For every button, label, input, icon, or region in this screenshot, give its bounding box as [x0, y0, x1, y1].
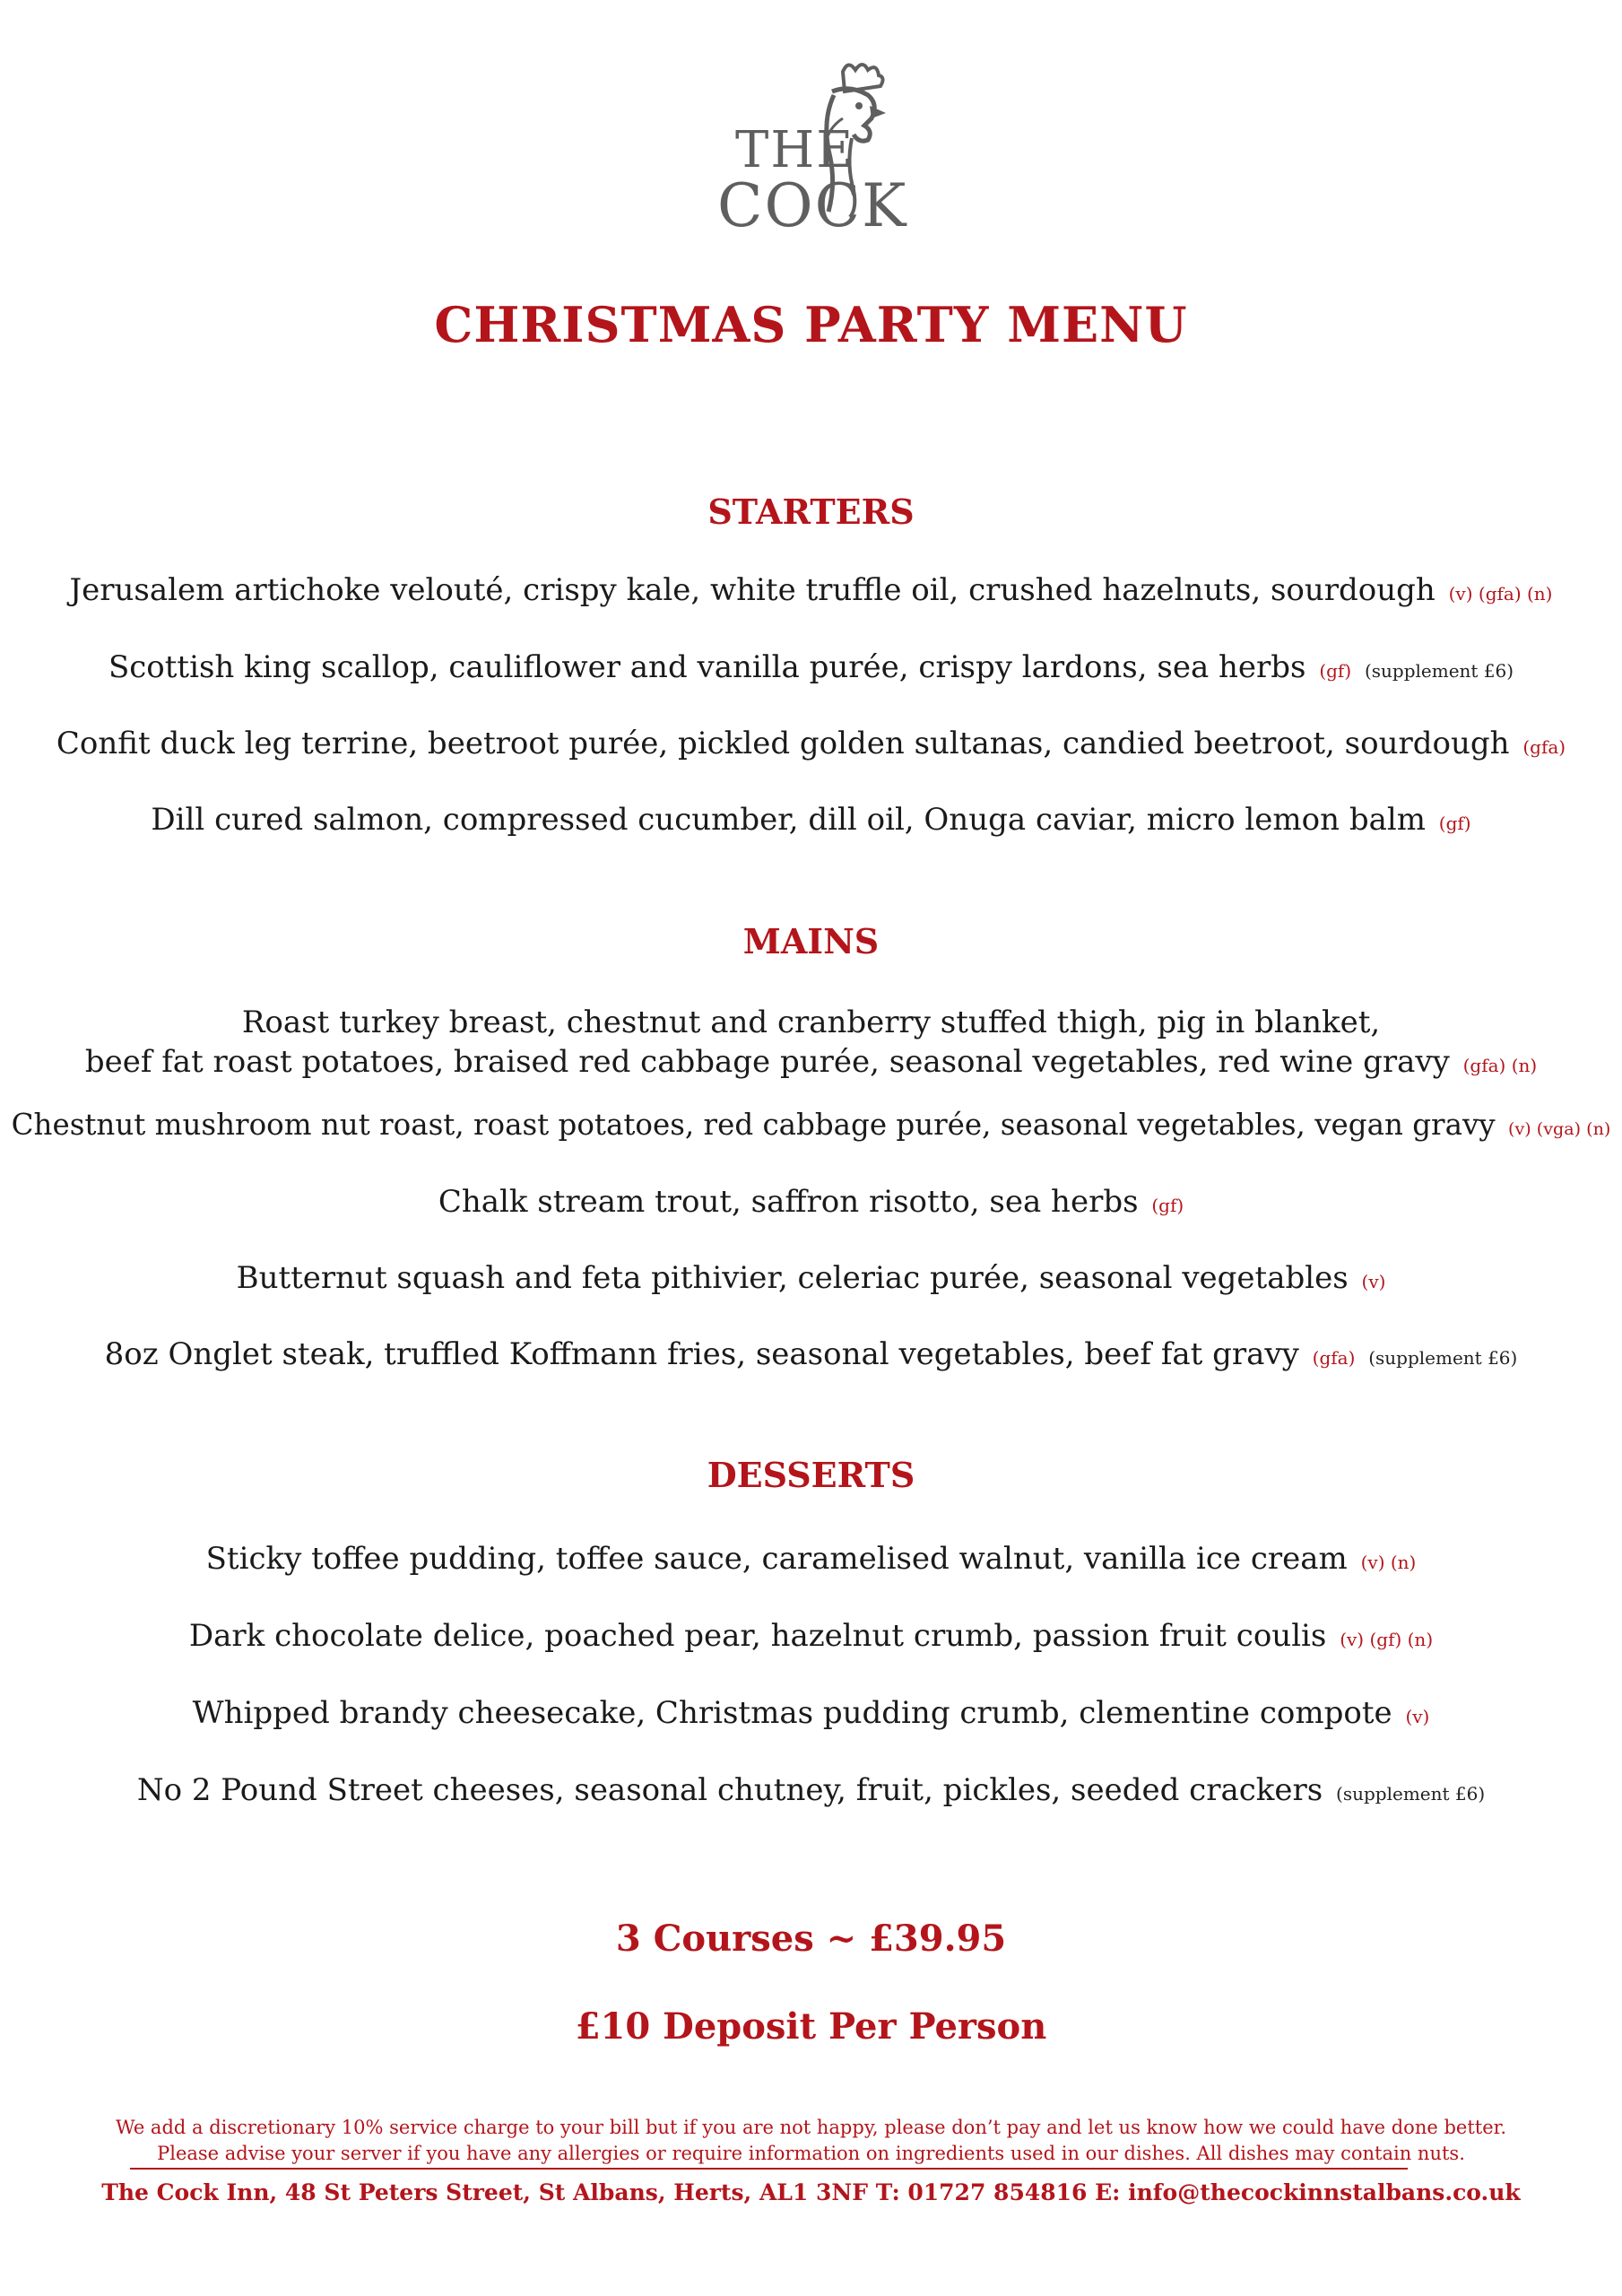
dish-text: 8oz Onglet steak, truffled Koffmann fries, seasonal vegetables, beef fat gravy — [104, 1336, 1299, 1372]
dish-text: Whipped brandy cheesecake, Christmas pudding crumb, clementine compote — [192, 1695, 1392, 1731]
dish-text: Scottish king scallop, cauliflower and vanilla purée, crispy lardons, sea herbs — [108, 649, 1306, 685]
list-item — [27, 800, 1595, 843]
list-item — [27, 1182, 1595, 1225]
list-item — [27, 1258, 1595, 1301]
list-item — [27, 1042, 1595, 1085]
dish-text: Chestnut mushroom nut roast, roast potatoes, red cabbage purée, seasonal vegetables, vegan gravy — [11, 1108, 1496, 1142]
supplement-note: (supplement £6) — [1368, 1347, 1518, 1369]
dish-text: No 2 Pound Street cheeses, seasonal chutney, fruit, pickles, seeded crackers — [136, 1772, 1323, 1808]
list-item — [27, 1335, 1595, 1378]
dietary-tags: (gf) — [1319, 660, 1352, 682]
list-item — [27, 570, 1595, 613]
starters-heading: STARTERS — [707, 491, 915, 532]
list-item — [27, 1693, 1595, 1736]
dish-text: Jerusalem artichoke velouté, crispy kale, white truffle oil, crushed hazelnuts, sourdough — [69, 572, 1436, 608]
dietary-tags: (v) (vga) (n) — [1508, 1118, 1611, 1139]
supplement-note: (supplement £6) — [1336, 1783, 1486, 1805]
dietary-tags: (v) (gfa) (n) — [1448, 583, 1553, 604]
footer-divider — [130, 2168, 1408, 2170]
list-item — [27, 724, 1595, 767]
dietary-tags: (v) — [1405, 1706, 1430, 1727]
dish-text: Dark chocolate delice, poached pear, hazelnut crumb, passion fruit coulis — [188, 1618, 1327, 1654]
list-item — [27, 1539, 1595, 1582]
dish-text: Butternut squash and feta pithivier, celeriac purée, seasonal vegetables — [236, 1260, 1349, 1296]
list-item — [27, 1770, 1595, 1813]
dish-text: Chalk stream trout, saffron risotto, sea herbs — [438, 1184, 1139, 1220]
dish-text: Sticky toffee pudding, toffee sauce, caramelised walnut, vanilla ice cream — [205, 1541, 1348, 1577]
dish-text-line1: Roast turkey breast, chestnut and cranberry stuffed thigh, pig in blanket, — [241, 1004, 1381, 1040]
dish-text: Dill cured salmon, compressed cucumber, dill oil, Onuga caviar, micro lemon balm — [151, 802, 1426, 838]
dietary-tags: (v) (n) — [1360, 1552, 1417, 1573]
list-item — [27, 1616, 1595, 1659]
contact-address: The Cock Inn, 48 St Peters Street, St Albans, Herts, AL1 3NF T: 01727 854816 E: info@thecockinnstalbans.co.uk — [101, 2179, 1521, 2205]
dietary-tags: (v) — [1361, 1271, 1386, 1292]
menu-title: CHRISTMAS PARTY MENU — [434, 296, 1188, 353]
desserts-heading: DESSERTS — [707, 1455, 915, 1495]
list-item — [27, 648, 1595, 691]
logo-text-the: THE — [735, 121, 855, 179]
dietary-tags: (gf) — [1151, 1195, 1184, 1216]
deposit-price: £10 Deposit Per Person — [575, 2005, 1047, 2048]
supplement-note: (supplement £6) — [1364, 660, 1514, 682]
list-item — [27, 1003, 1595, 1042]
dish-text-line2: beef fat roast potatoes, braised red cabbage purée, seasonal vegetables, red wine gravy — [84, 1044, 1450, 1080]
dietary-tags: (gfa) — [1522, 736, 1566, 758]
dish-text: Confit duck leg terrine, beetroot purée, pickled golden sultanas, candied beetroot, sourdough — [56, 726, 1510, 761]
dietary-tags: (gfa) — [1312, 1347, 1356, 1369]
courses-price: 3 Courses ~ £39.95 — [615, 1918, 1007, 1960]
allergy-note: Please advise your server if you have any allergies or require information on ingredients used in our dishes. All dishes may contain nuts. — [157, 2143, 1465, 2164]
logo-text-cock: COCK — [717, 171, 908, 240]
mains-heading: MAINS — [742, 921, 880, 961]
dietary-tags: (v) (gf) (n) — [1340, 1629, 1434, 1650]
list-item — [0, 1105, 1622, 1149]
the-cock-logo — [708, 56, 924, 244]
dietary-tags: (gfa) (n) — [1462, 1055, 1538, 1076]
dietary-tags: (gf) — [1438, 813, 1471, 834]
service-charge-note: We add a discretionary 10% service charge to your bill but if you are not happy, please don’t pay and let us know how we could have done better. — [115, 2117, 1507, 2138]
